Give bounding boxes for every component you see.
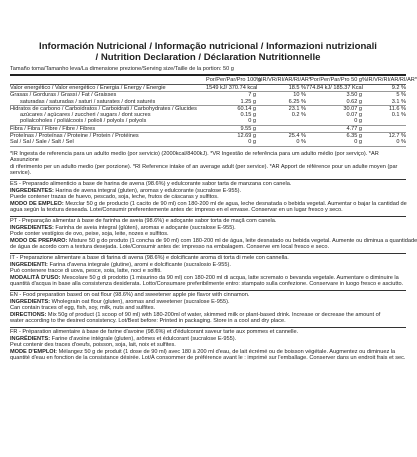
nutrition-title: [0, 41, 416, 63]
per-serving-ri: 3.1 %: [362, 99, 406, 106]
language-section: [10, 290, 406, 325]
section-line: [10, 188, 406, 195]
per-serving-value: 4.77 g: [306, 125, 362, 132]
section-text: Mezclar 50 g de producto (1 cacito de 90 ml) con 180-200 ml de agua, leche desnatada o bebida vegetal. Aumentar o bajar la cantidad de: [63, 200, 407, 207]
section-label: MODO DE EMPLEO:: [10, 200, 64, 207]
section-label: MODALITÀ D'USO:: [10, 274, 61, 281]
per-serving-ri: 5 %: [396, 92, 406, 99]
per-100g-value: 12.69 g: [237, 133, 256, 140]
section-label: INGREDIENTS:: [10, 298, 51, 305]
per-serving-value: 3.50 g: [346, 92, 362, 99]
title-line-2: / Nutrition Declaration / Déclaration Nutritionnelle: [95, 52, 321, 63]
section-text: Farinha de aveia integral (glúten), aromas e adoçante (sucralose E-955).: [53, 224, 236, 231]
section-line: [10, 207, 406, 214]
section-line: [10, 281, 406, 288]
per-100g-value: 0.15 g: [240, 112, 256, 119]
column-header: Por/Per/Par/Pro 100 g: [206, 77, 262, 83]
section-text: water according to the desired consistency. Lot/Best before: Printed in packaging. Store in a cool and dry place.: [10, 318, 286, 325]
nutrient-row: [10, 125, 406, 132]
per-100g-value: 9.55 g: [206, 125, 256, 132]
section-text: Farine d'avoine intégrale (gluten), arômes et édulcorant (sucralose E-955).: [50, 335, 237, 342]
per-serving-ri: 11.6 %: [389, 105, 406, 112]
section-text: Mescolare 50 g di prodotto (1 misurino da 90 ml) con 180-200 ml di acqua, latte scremato o bevanda vegetale. Aumentare o diminuire la: [60, 274, 399, 281]
language-sections: [10, 179, 417, 362]
section-heading: IT - Preparazione alimentare a base di farina di avena (98.6%) e dolcificante aroma di torta di mele con cannella.: [10, 254, 289, 261]
per-serving-ri: [362, 125, 406, 132]
nutrient-row: [10, 133, 406, 140]
serving-size: Tamaño toma/Tamanho leva/La dimensione prezione/Serving size/Taille de la portion: 50 g: [10, 66, 234, 72]
nutrient-row: [10, 105, 406, 112]
per-serving-value: 0 g: [306, 118, 362, 125]
section-line: [10, 262, 406, 269]
section-line: [10, 275, 406, 282]
nutrition-table: [10, 76, 417, 147]
section-text: Può contenere tracce di uova, pesce, soia, latte, noci e solfiti.: [10, 268, 162, 275]
nutrient-row: [10, 118, 406, 125]
header-empty: [10, 76, 206, 85]
column-header: Por/Per/Par/Pro 50 g: [306, 76, 362, 85]
per-serving-ri: [362, 118, 406, 125]
column-header: %IR/VR/RI/AR/RI/AR*: [256, 77, 312, 83]
nutrition-label: [0, 41, 416, 457]
section-line: [10, 355, 406, 362]
section-line: [10, 336, 406, 343]
language-section: [10, 253, 406, 288]
section-line: [10, 318, 406, 325]
section-heading: PT - Preparação alimentar à base de farinha de aveia (98.6%) e adoçante sabor torta de maçã com canela.: [10, 218, 277, 225]
section-text: Mix 50g of product (1 scoop of 90 ml) with 180-200ml of water, skimmed milk or plant-based drink. Increase or decrease the amount of: [46, 311, 381, 318]
footnote-line: *IR Ingesta de referencia para un adulto medio (por servicio) (2000kcal/8400kJ). *VR Ingestão de referência para um adulto médio (por serviço). *AR Assunzione: [10, 150, 379, 164]
section-label: MODO DE PREPARO:: [10, 237, 68, 244]
section-heading: FR - Préparation alimentaire à base de farine d'avoine (98.6%) et d'édulcorant saveur tarte aux pommes et cannelle.: [10, 328, 299, 335]
language-section: [10, 327, 406, 362]
language-section: [10, 216, 417, 251]
section-text: Puede contener trazas de huevo, pescado, soja, leche, frutos de cáscaras y sulfitos.: [10, 194, 219, 201]
per-100g-value: 1.25 g: [206, 99, 256, 106]
per-100g-ri: [256, 118, 306, 125]
per-100g-ri: 0.2 %: [291, 112, 306, 119]
section-text: Wholegrain oat flour (gluten), aromas and sweetener (sucralose E-955).: [50, 298, 230, 305]
per-100g-ri: 6.25 %: [256, 99, 306, 106]
language-section: [10, 179, 406, 214]
section-line: [10, 244, 406, 251]
section-text: Misture 50 g do produto (1 concha de 90 ml) com 180-200 ml de água, leite desnatado ou bebida vegetal. Aumente ou diminua a quantidade: [67, 237, 417, 244]
nutrient-label: Sal / Sal / Sale / Salt / Sel: [10, 139, 206, 146]
per-100g-ri: 25.4 %: [288, 133, 306, 140]
per-100g-ri: [256, 125, 306, 132]
nutrient-row: [10, 92, 406, 99]
nutrient-label: Grasas / Gorduras / Grassi / Fat / Graisses: [10, 92, 117, 99]
nutrient-label: Hidratos de carbono / Carboidratos / Carboidrati / Carbohydrates / Glucides: [10, 105, 197, 112]
nutrient-label: saturadas / saturadas / saturi / saturates / dont saturés: [10, 99, 206, 106]
section-text: quantité d'eau en fonction de la consistance désirée. Lot/À consommer de préférence avant le : imprimé sur l'emballage. Conserver dans un endroit frais et sec.: [10, 355, 406, 362]
section-label: INGREDIENTES:: [10, 224, 54, 231]
nutrient-row: [10, 99, 406, 106]
nutrient-label: Valor energético / Valor energético / Energia / Energy / Énergie: [10, 85, 206, 92]
per-100g-value: 60.14 g: [237, 105, 256, 112]
section-line: [10, 305, 406, 312]
nutrient-row: [10, 139, 406, 146]
per-100g-ri: 10 %: [293, 92, 306, 99]
reference-intake-footnote: [10, 151, 406, 177]
section-text: de água de acordo com a textura desejada. Lote/Consumir antes de: impresso na embalagem. Conserve em local fresco e seco.: [10, 244, 330, 251]
nutrient-label: azúcares / açúcares / zuccheri / sugars / dont sucres: [20, 112, 151, 119]
per-serving-value: 0.07 g: [346, 112, 362, 119]
per-serving-value: 30.07 g: [343, 105, 362, 112]
per-serving-value: 6.35 g: [346, 133, 362, 140]
section-heading: EN - Food preparation based on oat flour (98.6%) and sweetener apple pie flavor with cinnamon.: [10, 291, 250, 298]
section-label: INGRÉDIENTS:: [10, 335, 51, 342]
footnote-line: di riferimento per un adulto medio (per porzione). *RI Reference intake of an average adult (per service). *AR Apport de référence pour un adulte moyen (par service).: [10, 163, 398, 177]
section-line: [10, 225, 406, 232]
per-serving-value: 774.84 kJ/ 185.37 Kcal: [306, 85, 363, 91]
section-label: INGREDIENTES:: [10, 187, 54, 194]
section-line: [10, 268, 406, 275]
per-serving-ri: 0.1 %: [391, 112, 406, 119]
section-line: [10, 299, 406, 306]
section-line: [10, 237, 417, 245]
section-heading: ES - Preparado alimenticio a base de harina de avena (98.6%) y edulcorante sabor tarta de manzana con canela.: [10, 181, 292, 188]
section-text: quantità d'acqua in base alla consistenza desiderata. Lotto/Consumare preferibilmente entro: stampato sulla confezione. Conservare in luogo fresco e asciutto.: [10, 281, 404, 288]
per-serving-value: 0 g: [306, 139, 362, 146]
per-100g-ri: 0 %: [256, 139, 306, 146]
section-text: Pode conter vestígios de ovo, peixe, soja, leite, nozes e sulfitos.: [10, 231, 169, 238]
per-serving-ri: 12.7 %: [388, 133, 406, 140]
section-line: [10, 231, 406, 238]
per-serving-value: 0.62 g: [306, 99, 362, 106]
section-text: Can contain traces of egg, fish, soy, milk, nuts and sulfites.: [10, 305, 156, 312]
per-serving-ri: 9.2 %: [362, 85, 406, 92]
section-line: [10, 194, 406, 201]
section-text: agua según la textura deseada. Lote/Consumir preferentemente antes de: impreso en el envase. Conservar en un lugar fresco y seco.: [10, 207, 343, 214]
section-text: Farina d'avena integrale (glutine), aromi e dolcificante (sucralosio E-955).: [47, 261, 231, 268]
title-line-1: Información Nutricional / Informação nutricional / Informazioni nutrizionali: [39, 41, 377, 52]
nutrient-label: Fibra / Fibra / Fibre / Fibre / Fibres: [10, 125, 206, 132]
per-100g-ri: 18.5 %: [256, 85, 306, 92]
column-header: %IR/VR/RI/AR/RI/AR*: [362, 77, 417, 83]
nutrient-row: [10, 85, 406, 92]
section-label: DIRECTIONS:: [10, 311, 47, 318]
section-line: [10, 201, 406, 208]
section-line: [10, 312, 406, 319]
section-text: Peut contenir des traces d'oeufs, poisson, soja, lait, noix et sulfites.: [10, 342, 176, 349]
per-100g-value: 7 g: [248, 92, 256, 99]
section-line: [10, 342, 406, 349]
section-text: Mélangez 50 g de produit (1 dose de 90 ml) avec 180 à 200 ml d'eau, de lait écrémé ou de boisson végétale. Augmentez ou diminuez la: [57, 348, 396, 355]
per-serving-ri: 0 %: [362, 139, 406, 146]
per-100g-value: 0 g: [206, 139, 256, 146]
per-100g-value: 1549 kJ/ 370.74 kcal: [206, 85, 258, 91]
section-text: Harina de avena integral (gluten), aromas y edulcorante (sucralose E-955).: [53, 187, 242, 194]
per-100g-value: 0 g: [206, 118, 256, 125]
nutrient-label: polialcoholes / poliálcoois / polioli / polyols / polyols: [10, 118, 206, 125]
section-label: MODE D'EMPLOI:: [10, 348, 58, 355]
nutrient-label: Proteínas / Proteínas / Proteine / Protein / Protéines: [10, 133, 139, 140]
per-100g-ri: 23.1 %: [288, 105, 306, 112]
table-header-row: [10, 76, 406, 85]
section-label: INGREDIENTI:: [10, 261, 48, 268]
